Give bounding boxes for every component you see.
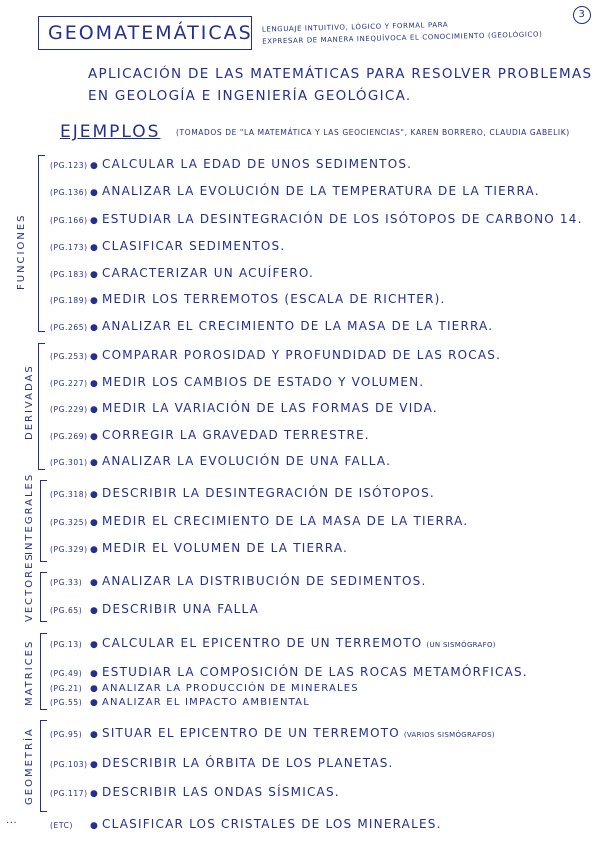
bullet-icon: ● (90, 405, 99, 415)
page-ref: (PG.33) (50, 578, 83, 587)
example-text: ANALIZAR LA DISTRIBUCIÓN DE SEDIMENTOS. (102, 574, 427, 588)
section-label-derivadas: DERIVADAS (24, 364, 35, 440)
bullet-icon: ● (90, 379, 99, 389)
example-text: MEDIR LOS CAMBIOS DE ESTADO Y VOLUMEN. (102, 375, 425, 389)
example-text: DESCRIBIR UNA FALLA (102, 602, 260, 616)
page-ref: (PG.95) (50, 730, 83, 739)
title-definition (262, 16, 543, 47)
intro-line-1: APLICACIÓN DE LAS MATEMÁTICAS PARA RESOLVER PROBLEMAS (88, 66, 593, 82)
examples-heading: EJEMPLOS (60, 122, 161, 142)
section-label-geometria: GEOMETRÍA (24, 727, 35, 805)
bullet-icon: ● (90, 432, 99, 442)
example-text: DESCRIBIR LA ÓRBITA DE LOS PLANETAS. (102, 756, 394, 770)
page-ref: (PG.117) (50, 789, 88, 798)
list-item (50, 184, 540, 198)
section-label-etc: ... (6, 815, 18, 826)
example-text: ANALIZAR LA EVOLUCIÓN DE LA TEMPERATURA DE LA TIERRA. (102, 184, 540, 198)
page-ref: (PG.103) (50, 760, 88, 769)
example-text: ESTUDIAR LA COMPOSICIÓN DE LAS ROCAS METAMÓRFICAS. (102, 665, 528, 679)
list-item (50, 348, 501, 362)
example-text: DESCRIBIR LA DESINTEGRACIÓN DE ISÓTOPOS. (102, 486, 435, 500)
list-item (50, 514, 468, 528)
page-ref: (PG.329) (50, 545, 88, 554)
page-ref: (PG.229) (50, 405, 88, 414)
bullet-icon: ● (90, 578, 99, 588)
section-label-vectores: VECTORES (24, 552, 35, 622)
example-text: SITUAR EL EPICENTRO DE UN TERREMOTO (102, 726, 400, 740)
list-item (50, 212, 583, 226)
example-text: CARACTERIZAR UN ACUÍFERO. (102, 266, 315, 280)
page-ref: (PG.265) (50, 323, 88, 332)
page-ref: (PG.227) (50, 379, 88, 388)
bullet-icon: ● (90, 216, 99, 226)
page-ref: (PG.183) (50, 270, 88, 279)
bullet-icon: ● (90, 684, 99, 694)
example-text: CLASIFICAR SEDIMENTOS. (102, 239, 286, 253)
bullet-icon: ● (90, 270, 99, 280)
list-item (50, 319, 493, 333)
example-text: MEDIR LA VARIACIÓN DE LAS FORMAS DE VIDA. (102, 401, 438, 415)
list-item (50, 726, 495, 740)
bullet-icon: ● (90, 518, 99, 528)
list-item (50, 157, 412, 171)
example-text: CALCULAR EL EPICENTRO DE UN TERREMOTO (102, 636, 423, 650)
page-ref: (ETC) (50, 821, 73, 830)
section-label-integrales: INTEGRALES (24, 472, 35, 555)
page-ref: (PG.269) (50, 432, 88, 441)
list-item (50, 574, 427, 588)
page-ref: (PG.173) (50, 243, 88, 252)
example-text: ANALIZAR EL CRECIMIENTO DE LA MASA DE LA TIERRA. (102, 319, 494, 333)
bullet-icon: ● (90, 161, 99, 171)
bracket-geometria (40, 720, 47, 812)
bullet-icon: ● (90, 545, 99, 555)
bracket-matrices (40, 633, 47, 710)
bullet-icon: ● (90, 188, 99, 198)
section-label-funciones: FUNCIONES (16, 213, 27, 290)
example-text: MEDIR EL VOLUMEN DE LA TIERRA. (102, 541, 349, 555)
bullet-icon: ● (90, 698, 99, 708)
page-ref: (PG.21) (50, 684, 83, 693)
example-text: ESTUDIAR LA DESINTEGRACIÓN DE LOS ISÓTOPOS DE CARBONO 14. (102, 212, 583, 226)
bullet-icon: ● (90, 669, 99, 679)
list-item (50, 401, 438, 415)
bullet-icon: ● (90, 606, 99, 616)
list-item (50, 428, 370, 442)
example-text: MEDIR LOS TERREMOTOS (ESCALA DE RICHTER). (102, 292, 446, 306)
list-item (50, 486, 435, 500)
page-ref: (PG.136) (50, 188, 88, 197)
bullet-icon: ● (90, 458, 99, 468)
page-ref: (PG.65) (50, 606, 83, 615)
list-item (50, 756, 394, 770)
bullet-icon: ● (90, 352, 99, 362)
list-item (50, 636, 496, 650)
example-text: ANALIZAR LA PRODUCCIÓN DE MINERALES (102, 683, 359, 694)
list-item (50, 602, 259, 616)
page-ref: (PG.253) (50, 352, 88, 361)
list-item (50, 239, 285, 253)
example-note: (UN SISMÓGRAFO) (426, 641, 496, 649)
page-ref: (PG.325) (50, 518, 88, 527)
page-title: GEOMATEMÁTICAS (48, 22, 253, 44)
example-text: ANALIZAR EL IMPACTO AMBIENTAL (102, 697, 310, 708)
subtitle-line-1: LENGUAJE INTUITIVO, LÓGICO Y FORMAL PARA (261, 20, 449, 34)
subtitle-line-2: EXPRESAR DE MANERA INEQUÍVOCA EL CONOCIMIENTO (GEOLÓGICO) (262, 30, 543, 46)
bracket-derivadas (38, 343, 45, 470)
list-item (50, 817, 442, 831)
intro-line-2: EN GEOLOGÍA E INGENIERÍA GEOLÓGICA. (88, 88, 412, 104)
list-item (50, 665, 528, 679)
list-item (50, 266, 314, 280)
bullet-icon: ● (90, 789, 99, 799)
bullet-icon: ● (90, 760, 99, 770)
page-ref: (PG.55) (50, 698, 83, 707)
list-item (50, 292, 446, 306)
bullet-icon: ● (90, 640, 99, 650)
bullet-icon: ● (90, 323, 99, 333)
bullet-icon: ● (90, 490, 99, 500)
example-text: CLASIFICAR LOS CRISTALES DE LOS MINERALES. (102, 817, 442, 831)
section-label-matrices: MATRICES (24, 639, 35, 706)
bullet-icon: ● (90, 821, 99, 831)
bracket-integrales (40, 480, 47, 562)
list-item (50, 697, 310, 708)
example-text: MEDIR EL CRECIMIENTO DE LA MASA DE LA TIERRA. (102, 514, 469, 528)
example-text: CALCULAR LA EDAD DE UNOS SEDIMENTOS. (102, 157, 413, 171)
page-ref: (PG.318) (50, 490, 88, 499)
bullet-icon: ● (90, 730, 99, 740)
example-text: DESCRIBIR LAS ONDAS SÍSMICAS. (102, 785, 340, 799)
page-ref: (PG.123) (50, 161, 88, 170)
bracket-vectores (40, 572, 47, 622)
bullet-icon: ● (90, 243, 99, 253)
page-ref: (PG.13) (50, 640, 83, 649)
page-ref: (PG.49) (50, 669, 83, 678)
example-text: CORREGIR LA GRAVEDAD TERRESTRE. (102, 428, 370, 442)
example-text: COMPARAR POROSIDAD Y PROFUNDIDAD DE LAS ROCAS. (102, 348, 502, 362)
page-number: 3 (573, 6, 591, 24)
examples-source-note: (TOMADOS DE "LA MATEMÁTICA Y LAS GEOCIENCIAS", KAREN BORRERO, CLAUDIA GABELIK) (176, 128, 570, 137)
page-ref: (PG.166) (50, 216, 88, 225)
list-item (50, 375, 424, 389)
example-note: (VARIOS SISMÓGRAFOS) (403, 731, 495, 739)
page-ref: (PG.189) (50, 296, 88, 305)
list-item (50, 541, 348, 555)
bracket-funciones (38, 155, 45, 332)
example-text: ANALIZAR LA EVOLUCIÓN DE UNA FALLA. (102, 454, 392, 468)
list-item (50, 454, 391, 468)
list-item (50, 683, 359, 694)
list-item (50, 785, 340, 799)
page-ref: (PG.301) (50, 458, 88, 467)
bullet-icon: ● (90, 296, 99, 306)
